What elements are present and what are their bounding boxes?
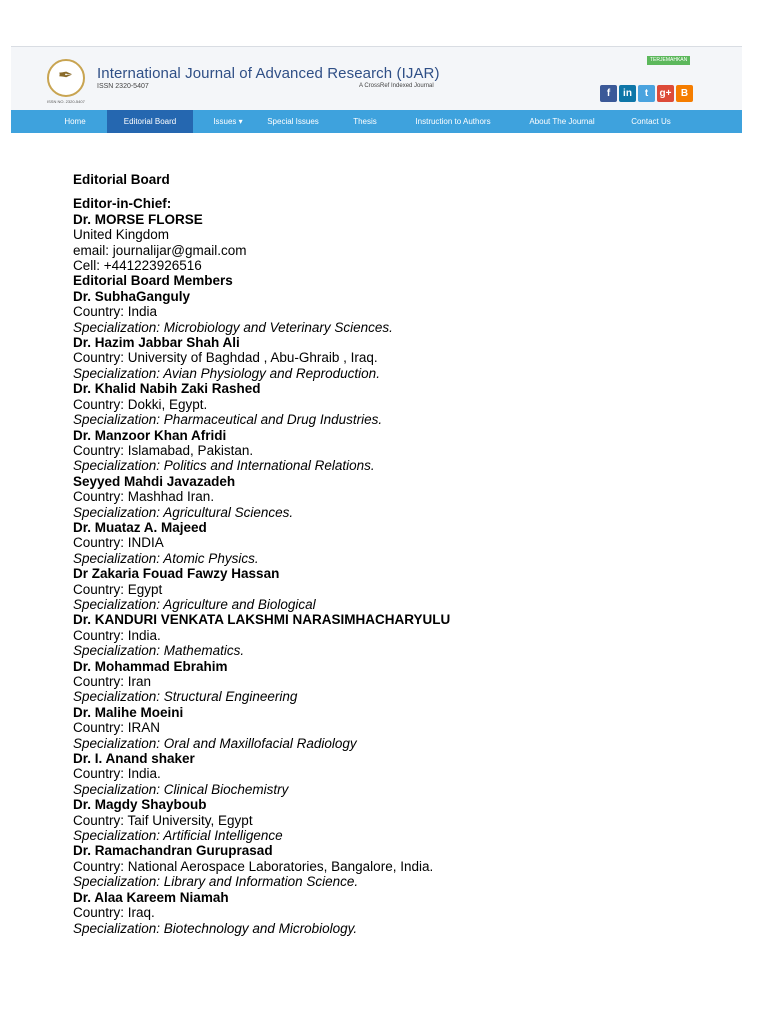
blogger-icon[interactable]: B: [676, 85, 693, 102]
member-name: Dr. Malihe Moeini: [73, 704, 184, 720]
member-specialization: Specialization: Library and Information Science.: [73, 874, 359, 890]
site-header: [11, 46, 742, 111]
journal-logo[interactable]: [47, 59, 85, 97]
member-specialization: Specialization: Biotechnology and Microbiology.: [73, 920, 358, 936]
member-specialization: Specialization: Atomic Physics.: [73, 550, 259, 566]
member-country: Country: Islamabad, Pakistan.: [73, 442, 254, 458]
member-entry: [73, 520, 713, 566]
member-country: Country: India.: [73, 766, 161, 782]
nav-contact-us[interactable]: Contact Us: [631, 117, 671, 126]
page-title: Editorial Board: [73, 172, 170, 187]
member-name: Dr. Hazim Jabbar Shah Ali: [73, 335, 240, 351]
member-country: Country: Iraq.: [73, 905, 155, 921]
nav-editorial-board[interactable]: Editorial Board: [107, 110, 193, 133]
member-specialization: Specialization: Artificial Intelligence: [73, 828, 283, 844]
member-specialization: Specialization: Oral and Maxillofacial Radiology: [73, 735, 357, 751]
member-country: Country: University of Baghdad , Abu-Ghraib , Iraq.: [73, 350, 378, 366]
member-country: Country: Dokki, Egypt.: [73, 396, 208, 412]
member-entry: [73, 751, 713, 797]
chief-cell: Cell: +441223926516: [73, 258, 202, 274]
nav-issues[interactable]: [207, 110, 249, 133]
nav-about-the-journal[interactable]: About The Journal: [529, 117, 595, 126]
member-country: Country: India: [73, 304, 158, 320]
facebook-icon[interactable]: f: [600, 85, 617, 102]
member-specialization: Specialization: Politics and International Relations.: [73, 458, 375, 474]
member-specialization: Specialization: Agriculture and Biological: [73, 596, 316, 612]
member-specialization: Specialization: Clinical Biochemistry: [73, 781, 289, 797]
member-entry: [73, 289, 713, 335]
member-entry: [73, 381, 713, 427]
member-entry: [73, 705, 713, 751]
member-entry: [73, 659, 713, 705]
member-country: Country: Mashhad Iran.: [73, 489, 215, 505]
member-name: Dr. Ramachandran Guruprasad: [73, 843, 273, 859]
nav-home[interactable]: Home: [64, 117, 86, 126]
member-entry: [73, 843, 713, 889]
member-entry: [73, 428, 713, 474]
nav-thesis[interactable]: Thesis: [353, 117, 377, 126]
chevron-down-icon: ▾: [238, 117, 243, 126]
twitter-icon[interactable]: t: [638, 85, 655, 102]
chief-email: email: journalijar@gmail.com: [73, 242, 247, 258]
member-entry: [73, 474, 713, 520]
member-entry: [73, 797, 713, 843]
chief-name: Dr. MORSE FLORSE: [73, 211, 203, 227]
member-name: Dr. Magdy Shayboub: [73, 797, 207, 813]
member-entry: [73, 890, 713, 936]
member-name: Dr Zakaria Fouad Fawzy Hassan: [73, 566, 280, 582]
member-specialization: Specialization: Pharmaceutical and Drug Industries.: [73, 412, 383, 428]
member-country: Country: IRAN: [73, 720, 161, 736]
member-country: Country: Egypt: [73, 581, 163, 597]
members-label: Editorial Board Members: [73, 273, 233, 289]
member-name: Dr. KANDURI VENKATA LAKSHMI NARASIMHACHARYULU: [73, 612, 451, 628]
nav-special-issues[interactable]: Special Issues: [267, 117, 319, 126]
member-entry: [73, 612, 713, 658]
crossref-tagline: A CrossRef Indexed Journal: [359, 83, 434, 89]
nav-issues-label: Issues: [213, 117, 237, 126]
site-issn: ISSN 2320-5407: [97, 83, 149, 90]
nav-instruction-to-authors[interactable]: Instruction to Authors: [415, 117, 491, 126]
member-country: Country: Iran: [73, 674, 152, 689]
member-country: Country: National Aerospace Laboratories, Bangalore, India.: [73, 858, 434, 874]
member-name: Dr. I. Anand shaker: [73, 751, 195, 767]
member-specialization: Specialization: Agricultural Sciences.: [73, 504, 294, 520]
member-entry: [73, 566, 713, 612]
member-specialization: Specialization: Avian Physiology and Reproduction.: [73, 365, 380, 381]
member-country: Country: Taif University, Egypt: [73, 812, 253, 828]
editorial-board-content: [73, 172, 713, 936]
google-plus-icon[interactable]: g+: [657, 85, 674, 102]
logo-issn: ISSN NO. 2320-5407: [47, 99, 85, 104]
member-specialization: Specialization: Mathematics.: [73, 643, 245, 659]
site-title[interactable]: International Journal of Advanced Research (IJAR): [97, 65, 440, 82]
member-specialization: Specialization: Structural Engineering: [73, 689, 298, 705]
member-entry: [73, 335, 713, 381]
main-nav: [11, 110, 742, 133]
member-country: Country: INDIA: [73, 535, 164, 551]
linkedin-icon[interactable]: in: [619, 85, 636, 102]
member-specialization: Specialization: Microbiology and Veterinary Sciences.: [73, 319, 393, 335]
member-name: Dr. Alaa Kareem Niamah: [73, 889, 229, 905]
chief-country: United Kingdom: [73, 227, 170, 243]
quill-icon: ✒: [58, 65, 74, 86]
member-name: Dr. Mohammad Ebrahim: [73, 658, 228, 674]
member-name: Dr. Khalid Nabih Zaki Rashed: [73, 381, 261, 397]
social-links: [600, 85, 693, 102]
member-name: Dr. Muataz A. Majeed: [73, 519, 207, 535]
member-name: Dr. SubhaGanguly: [73, 288, 191, 304]
member-name: Seyyed Mahdi Javazadeh: [73, 473, 236, 489]
translate-button[interactable]: TERJEMAHKAN: [647, 56, 690, 65]
member-country: Country: India.: [73, 627, 161, 643]
editor-in-chief-label: Editor-in-Chief:: [73, 196, 172, 212]
member-name: Dr. Manzoor Khan Afridi: [73, 427, 227, 443]
